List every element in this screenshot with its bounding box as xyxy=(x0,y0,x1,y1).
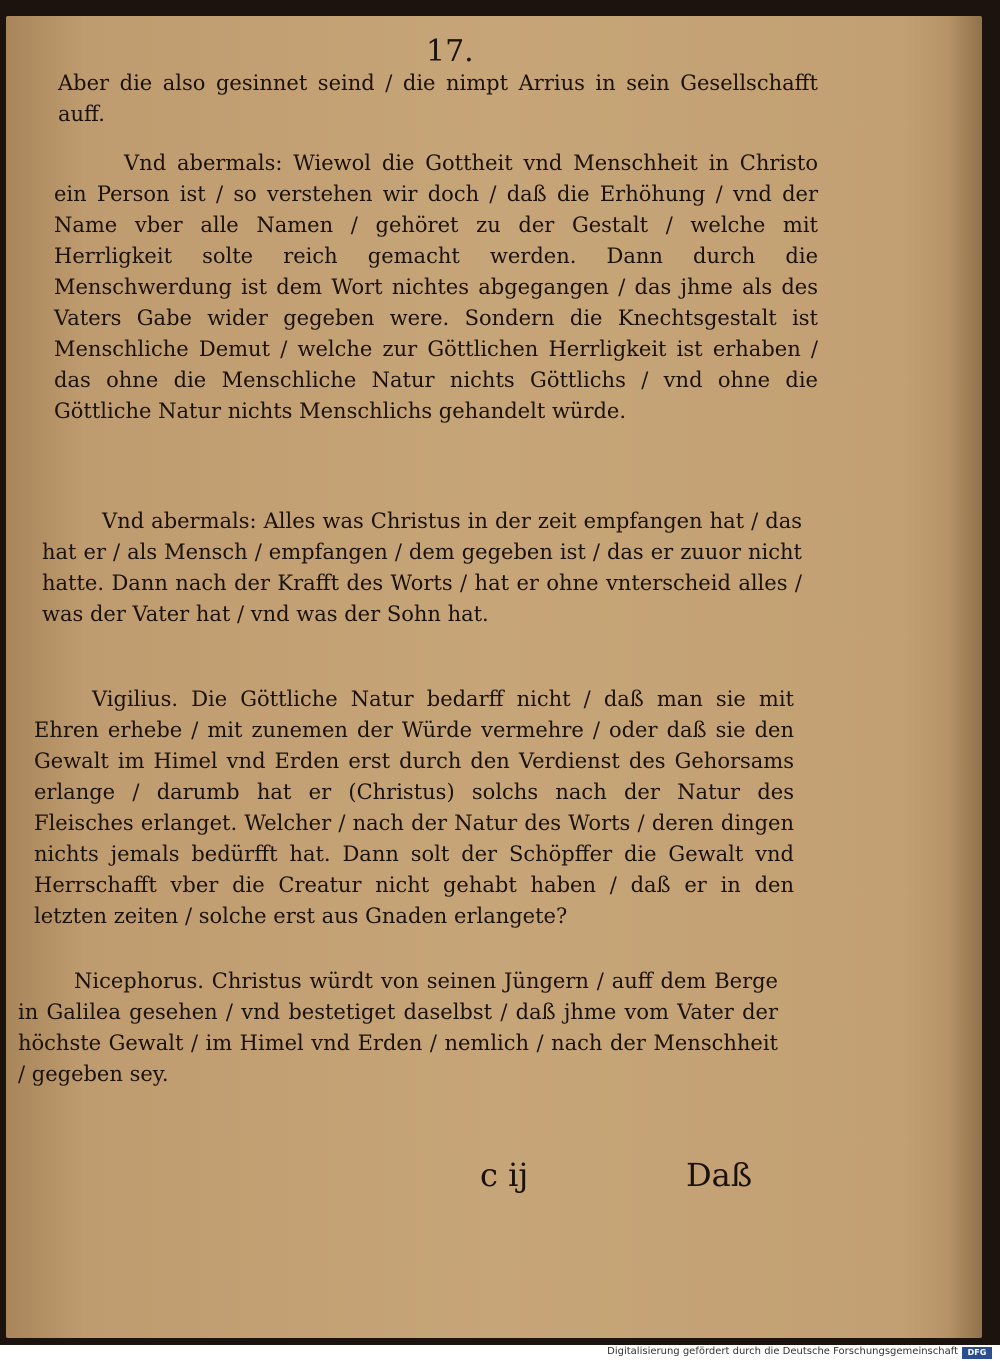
paragraph-text: Die Göttliche Natur bedarff nicht / daß man sie mit Ehren erhebe / mit zunemen der Würde vermehre / oder daß sie den Gewalt im Himel vnd Erden erst durch den Verdienst des Gehorsams erlange / darumb hat er (Christus) solchs nach der Natur des Fleisches erlanget. Welcher / nach der Natur des Worts / deren dingen nichts jemals bedürfft hat. Dann solt der Schöpffer die Gewalt vnd Herrschafft vber die Creatur nicht gehabt haben / daß er in den letzten zeiten / solche erst aus Gnaden erlangete? xyxy=(34,687,794,928)
speaker-name-nicephorus: Nicephorus. xyxy=(74,969,204,993)
paragraph-1 xyxy=(58,68,818,130)
paragraph-text: Vnd abermals: Wiewol die Gottheit vnd Menschheit in Christo ein Person ist / so verstehen wir doch / daß die Erhöhung / vnd der Name vber alle Namen / gehöret zu der Gestalt / welche mit Herrligkeit solte reich gemacht werden. Dann durch die Menschwerdung ist dem Wort nichtes abgegangen / das jhme als des Vaters Gabe wider gegeben were. Sondern die Knechtsgestalt ist Menschliche Demut / welche zur Göttlichen Herrligkeit ist erhaben / das ohne die Menschliche Natur nichts Göttlichs / vnd ohne die Göttliche Natur nichts Menschlichs gehandelt würde. xyxy=(54,151,818,423)
signature-mark: c ij xyxy=(480,1156,529,1194)
paragraph-2 xyxy=(54,148,818,427)
catchword: Daß xyxy=(686,1156,753,1194)
paragraph-text: Christus würdt von seinen Jüngern / auff dem Berge in Galilea gesehen / vnd bestetiget daselbst / daß jhme vom Vater der höchste Gewalt / im Himel vnd Erden / nemlich / nach der Menschheit / gegeben sey. xyxy=(18,969,778,1086)
footer-credit-text: Digitalisierung gefördert durch die Deutsche Forschungsgemeinschaft xyxy=(607,1346,958,1357)
book-page xyxy=(6,16,982,1338)
dfg-logo: DFG xyxy=(962,1347,992,1359)
paragraph-5 xyxy=(18,966,778,1090)
paragraph-3 xyxy=(42,506,802,630)
digitization-footer xyxy=(0,1345,1000,1361)
page-edge-shadow xyxy=(948,16,982,1338)
paragraph-text: Vnd abermals: Alles was Christus in der zeit empfangen hat / das hat er / als Mensch / empfangen / dem gegeben ist / das er zuuor nicht hatte. Dann nach der Krafft des Worts / hat er ohne vnterscheid alles / was der Vater hat / vnd was der Sohn hat. xyxy=(42,509,802,626)
paragraph-4 xyxy=(34,684,794,932)
speaker-name-vigilius: Vigilius. xyxy=(92,687,179,711)
paragraph-text: Aber die also gesinnet seind / die nimpt Arrius in sein Gesellschafft auff. xyxy=(58,71,818,126)
page-number: 17. xyxy=(426,34,474,69)
